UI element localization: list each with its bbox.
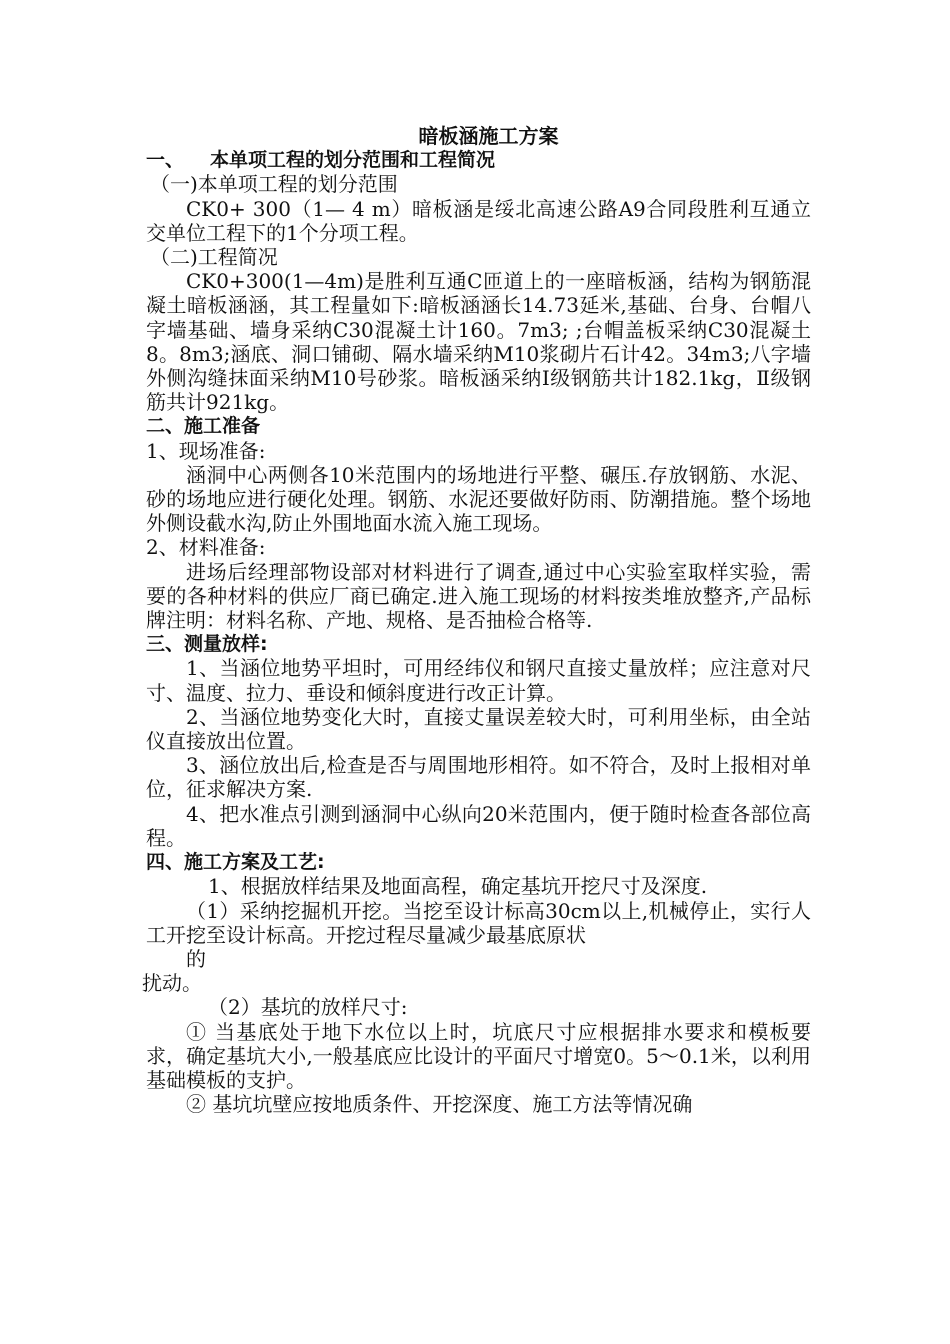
section-4-heading: 四、施工方案及工艺: (146, 851, 325, 874)
section-1-heading (146, 148, 811, 172)
section-3-paragraph-4: 4、把水准点引测到涵洞中心纵向20米范围内，便于随时检查各部位高程。 (146, 801, 811, 850)
section-4-paragraph-2: （1）采纳挖掘机开挖。当挖至设计标高30cm以上,机械停止，实行人工开挖至设计标高。开挖过程尽量减少最基底原状 (146, 898, 811, 947)
section-4-paragraph-3: （2）基坑的放样尺寸: (208, 995, 408, 1020)
section-1-paragraph-2: CK0+300(1—4m)是胜利互通C匝道上的一座暗板涵，结构为钢筋混凝土暗板涵涵，其工程量如下:暗板涵涵长14.73延米,基础、台身、台帽八字墙基础、墙身采纳C30混凝土计160。7m3; ;台帽盖板采纳C30混凝土8。8m3;涵底、洞口铺砌、隔水墙采纳M10浆砌片石计42。34m3;八字墙外侧沟缝抹面采纳M10号砂浆。暗板涵采纳Ⅰ级钢筋共计182.1kg，Ⅱ级钢筋共计921kg。 (146, 269, 811, 415)
document-body (142, 124, 811, 1117)
section-1-title: 本单项工程的划分范围和工程简况 (210, 149, 496, 172)
section-4-paragraph-4: ① 当基底处于地下水位以上时，坑底尺寸应根据排水要求和模板要求，确定基坑大小,一般基底应比设计的平面尺寸增宽0。5～0.1米，以利用基础模板的支护。 (146, 1019, 811, 1092)
section-1-subheading-2: （二)工程简况 (150, 245, 278, 270)
section-4-paragraph-5: ② 基坑坑壁应按地质条件、开挖深度、施工方法等情况确 (186, 1092, 693, 1117)
section-1-number: 一、 (146, 149, 185, 172)
section-2-paragraph-2: 进场后经理部物设部对材料进行了调查,通过中心实验室取样实验，需要的各种材料的供应厂商已确定.进入施工现场的材料按类堆放整齐,产品标牌注明：材料名称、产地、规格、是否抽检合格等. (146, 559, 811, 633)
section-4-paragraph-2-tail: 的 (186, 946, 206, 971)
section-4-paragraph-2-end: 扰动。 (142, 971, 202, 996)
section-3-heading: 三、测量放样: (146, 633, 268, 656)
section-3-paragraph-2: 2、当涵位地势变化大时，直接丈量误差较大时，可利用坐标，由全站仪直接放出位置。 (146, 704, 811, 754)
section-2-heading: 二、施工准备 (146, 415, 261, 438)
section-4-paragraph-1: 1、根据放样结果及地面高程，确定基坑开挖尺寸及深度. (208, 874, 708, 899)
section-1-subheading-1: （一)本单项工程的划分范围 (150, 172, 398, 197)
section-3-paragraph-3: 3、涵位放出后,检查是否与周围地形相符。如不符合，及时上报相对单位，征求解决方案. (146, 753, 811, 802)
section-1-paragraph-1: CK0+ 300（1— 4 m）暗板涵是绥北高速公路A9合同段胜利互通立交单位工程下的1个分项工程。 (146, 196, 811, 245)
section-2-paragraph-1: 涵洞中心两侧各10米范围内的场地进行平整、碾压.存放钢筋、水泥、砂的场地应进行硬化处理。钢筋、水泥还要做好防雨、防潮措施。整个场地外侧设截水沟,防止外围地面水流入施工现场。 (146, 462, 811, 536)
section-2-subheading-2: 2、材料准备: (146, 535, 266, 560)
document-title: 暗板涵施工方案 (418, 124, 559, 148)
section-2-subheading-1: 1、现场准备: (146, 438, 266, 463)
section-3-paragraph-1: 1、当涵位地势平坦时，可用经纬仪和钢尺直接丈量放样；应注意对尺寸、温度、拉力、垂设和倾斜度进行改正计算。 (146, 656, 811, 705)
